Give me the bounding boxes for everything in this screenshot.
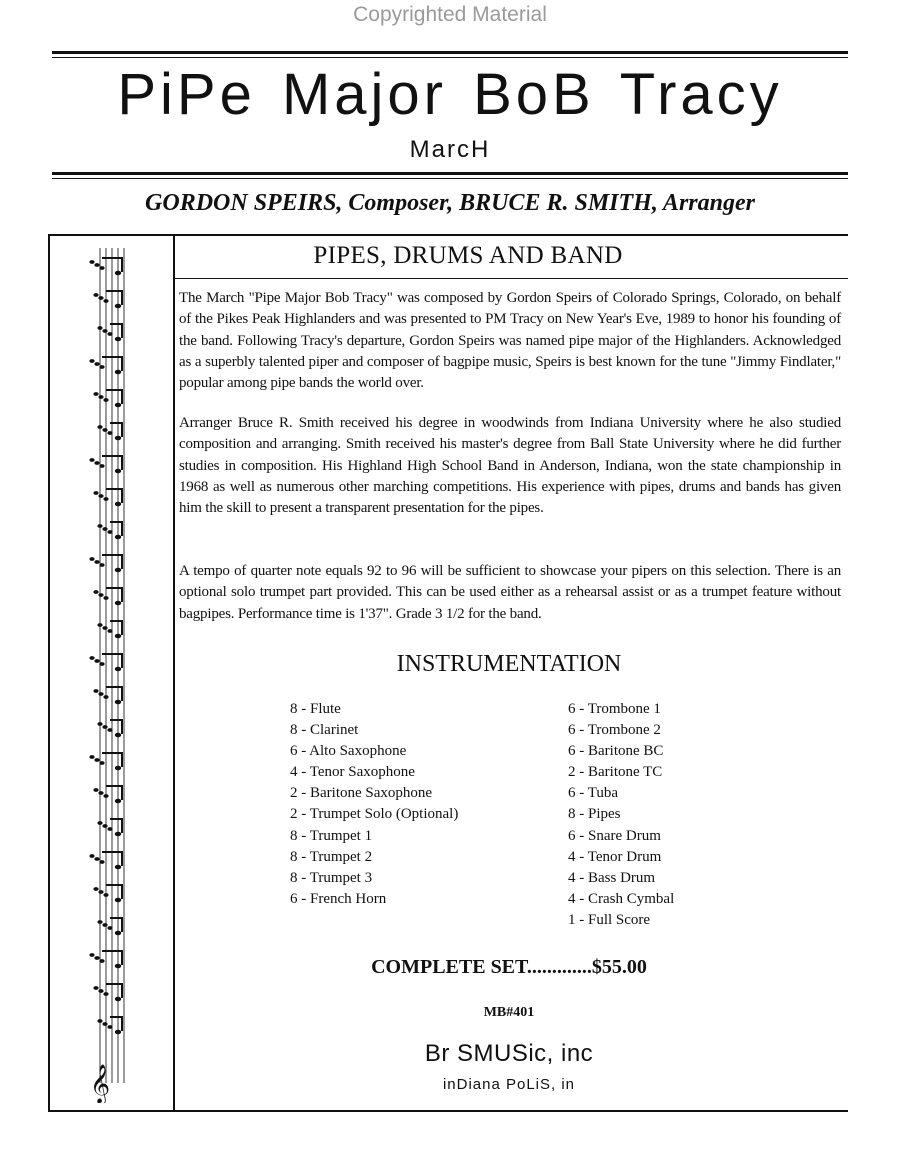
paragraph-arranger: Arranger Bruce R. Smith received his degree in woodwinds from Indiana University where he also studied composition and arranging. Smith received his master's degree from Ball State University where he did further studies in composition. His Highland High School Band in Anderson, Indiana, won the state championship in 1968 as well as numerous other marching competitions. His experience with pipes, drums and bands has given him the skill to present a transparent presentation for the pipes. [179,415,841,517]
page-subtitle: MarcH [409,136,491,163]
page-title: PiPe Major BoB Tracy [117,62,783,127]
list-item: 8 - Trumpet 2 [290,848,373,865]
paragraph-composer: The March "Pipe Major Bob Tracy" was composed by Gordon Speirs of Colorado Springs, Colorado, on behalf of the Pikes Peak Highlanders and was presented to PM Tracy on New Year's Eve, 1989 to honor his founding of the band. Following Tracy's departure, Gordon Speirs was named pipe major of the Highlanders. Acknowledged as a superbly talented piper and composer of bagpipe music, Speirs is best known for the tune "Jimmy Findlater," popular among pipe bands the world over. [179,290,841,392]
list-item: 8 - Pipes [568,806,621,823]
list-item: 2 - Baritone Saxophone [290,785,433,802]
list-item: 6 - Baritone BC [568,743,664,760]
complete-set-price: COMPLETE SET.............$55.00 [371,956,647,978]
list-item: 8 - Trumpet 3 [290,869,373,886]
list-item: 1 - Full Score [568,911,651,928]
publisher-location: inDiana PoLiS, in [442,1076,576,1093]
catalog-number: MB#401 [483,1005,535,1020]
list-item: 6 - Snare Drum [568,827,661,844]
list-item: 6 - French Horn [290,890,387,907]
list-item: 6 - Trombone 2 [568,722,661,739]
list-item: 8 - Clarinet [290,722,359,739]
list-item: 4 - Tenor Saxophone [290,764,415,781]
list-item: 8 - Flute [290,701,341,717]
watermark: Copyrighted Material [353,3,547,26]
list-item: 6 - Tuba [568,785,619,802]
publisher-name: Br SMUSic, inc [424,1040,594,1067]
instrumentation-list-left [290,699,458,910]
frame-top-border [48,234,848,236]
section-heading: PIPES, DRUMS AND BAND [313,242,623,269]
title-top-rule [52,51,848,58]
list-item: 6 - Trombone 1 [568,701,661,717]
instrumentation-heading: INSTRUMENTATION [396,651,622,677]
music-staff-icon [78,248,148,1103]
list-item: 2 - Trumpet Solo (Optional) [290,806,459,823]
frame-bottom-border [48,1110,848,1112]
title-bottom-rule [52,172,848,179]
paragraph-tempo: A tempo of quarter note equals 92 to 96 will be sufficient to showcase your pipers on this selection. There is an optional solo trumpet part provided. This can be used either as a rehearsal assist or as a trumpet feature without bagpipes. Performance time is 1'37". Grade 3 1/2 for the band. [179,563,841,622]
list-item: 4 - Crash Cymbal [568,890,675,907]
frame-left-border [48,234,50,1112]
list-item: 8 - Trumpet 1 [290,827,373,844]
section-heading-rule [173,278,848,279]
list-item: 2 - Baritone TC [568,764,663,781]
list-item: 6 - Alto Saxophone [290,743,407,760]
svg-text:𝄞: 𝄞 [90,1064,111,1103]
list-item: 4 - Bass Drum [568,869,656,886]
list-item: 4 - Tenor Drum [568,848,662,865]
instrumentation-list-right [568,699,674,931]
credits-line: GORDON SPEIRS, Composer, BRUCE R. SMITH, Arranger [145,190,755,216]
